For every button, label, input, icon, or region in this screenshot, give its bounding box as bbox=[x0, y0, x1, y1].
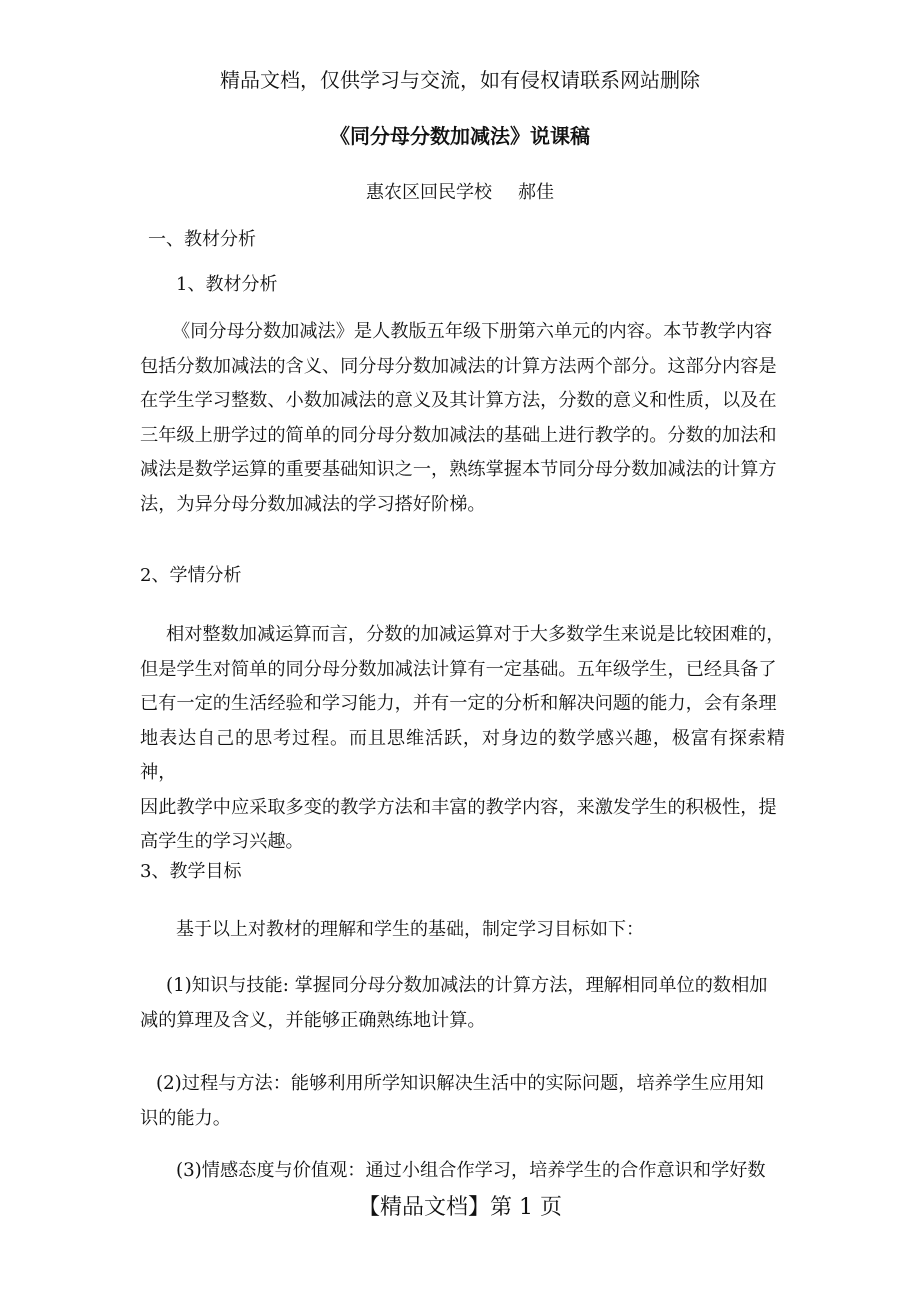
paragraph-line: 但是学生对简单的同分母分数加减法计算有一定基础。五年级学生，已经具备了 bbox=[140, 658, 777, 680]
student-analysis-paragraph bbox=[140, 618, 785, 860]
paragraph-line: (1)知识与技能: 掌握同分母分数加减法的计算方法，理解相同单位的数相加 bbox=[166, 975, 768, 996]
subsection-heading-student-analysis: 2、学情分析 bbox=[140, 565, 242, 586]
paragraph-line: 减法是数学运算的重要基础知识之一，熟练掌握本节同分母分数加减法的计算方 bbox=[140, 459, 777, 480]
document-title: 《同分母分数加减法》说课稿 bbox=[330, 124, 590, 148]
goal-knowledge-skills bbox=[140, 969, 785, 1038]
goal-process-methods bbox=[140, 1067, 785, 1136]
paragraph-line: 三年级上册学过的简单的同分母分数加减法的基础上进行教学的。分数的加法和 bbox=[140, 424, 777, 446]
section-heading-materials: 一、教材分析 bbox=[148, 229, 256, 250]
paragraph-line: 法，为异分母分数加减法的学习搭好阶梯。 bbox=[140, 493, 486, 515]
page-footer: 【精品文档】第 1 页 bbox=[358, 1195, 562, 1220]
author-school: 惠农区回民学校 bbox=[366, 182, 492, 203]
paragraph-line: 地表达自己的思考过程。而且思维活跃，对身边的数学感兴趣，极富有探索精神， bbox=[140, 727, 785, 783]
paragraph-line: (3)情感态度与价值观：通过小组合作学习，培养学生的合作意识和学好数 bbox=[176, 1160, 766, 1181]
paragraph-line: 高学生的学习兴趣。 bbox=[140, 831, 304, 852]
paragraph-line: 《同分母分数加减法》是人教版五年级下册第六单元的内容。本节教学内容 bbox=[172, 321, 773, 342]
header-notice: 精品文档，仅供学习与交流，如有侵权请联系网站删除 bbox=[220, 68, 700, 92]
paragraph-line: 识的能力。 bbox=[140, 1107, 231, 1129]
paragraph-line: 因此教学中应采取多变的教学方法和丰富的教学内容，来激发学生的积极性，提 bbox=[140, 796, 777, 818]
paragraph-line: 已有一定的生活经验和学习能力，并有一定的分析和解决问题的能力，会有条理 bbox=[140, 693, 777, 714]
material-analysis-paragraph bbox=[140, 315, 785, 522]
goal-attitude-values bbox=[140, 1154, 785, 1189]
subsection-heading-material-analysis: 1、教材分析 bbox=[176, 274, 278, 295]
paragraph-line: 在学生学习整数、小数加减法的意义及其计算方法，分数的意义和性质，以及在 bbox=[140, 390, 777, 411]
paragraph-line: (2)过程与方法：能够利用所学知识解决生活中的实际问题，培养学生应用知 bbox=[156, 1073, 764, 1094]
paragraph-line: 包括分数加减法的含义、同分母分数加减法的计算方法两个部分。这部分内容是 bbox=[140, 355, 777, 377]
paragraph-line: 相对整数加减运算而言，分数的加减运算对于大多数学生来说是比较困难的， bbox=[166, 624, 785, 645]
author-line bbox=[0, 181, 920, 205]
author-name: 郝佳 bbox=[518, 182, 554, 203]
paragraph-line: 减的算理及含义，并能够正确熟练地计算。 bbox=[140, 1009, 486, 1031]
teaching-goals-intro: 基于以上对教材的理解和学生的基础，制定学习目标如下： bbox=[176, 919, 644, 940]
subsection-heading-teaching-goals: 3、教学目标 bbox=[140, 861, 242, 882]
